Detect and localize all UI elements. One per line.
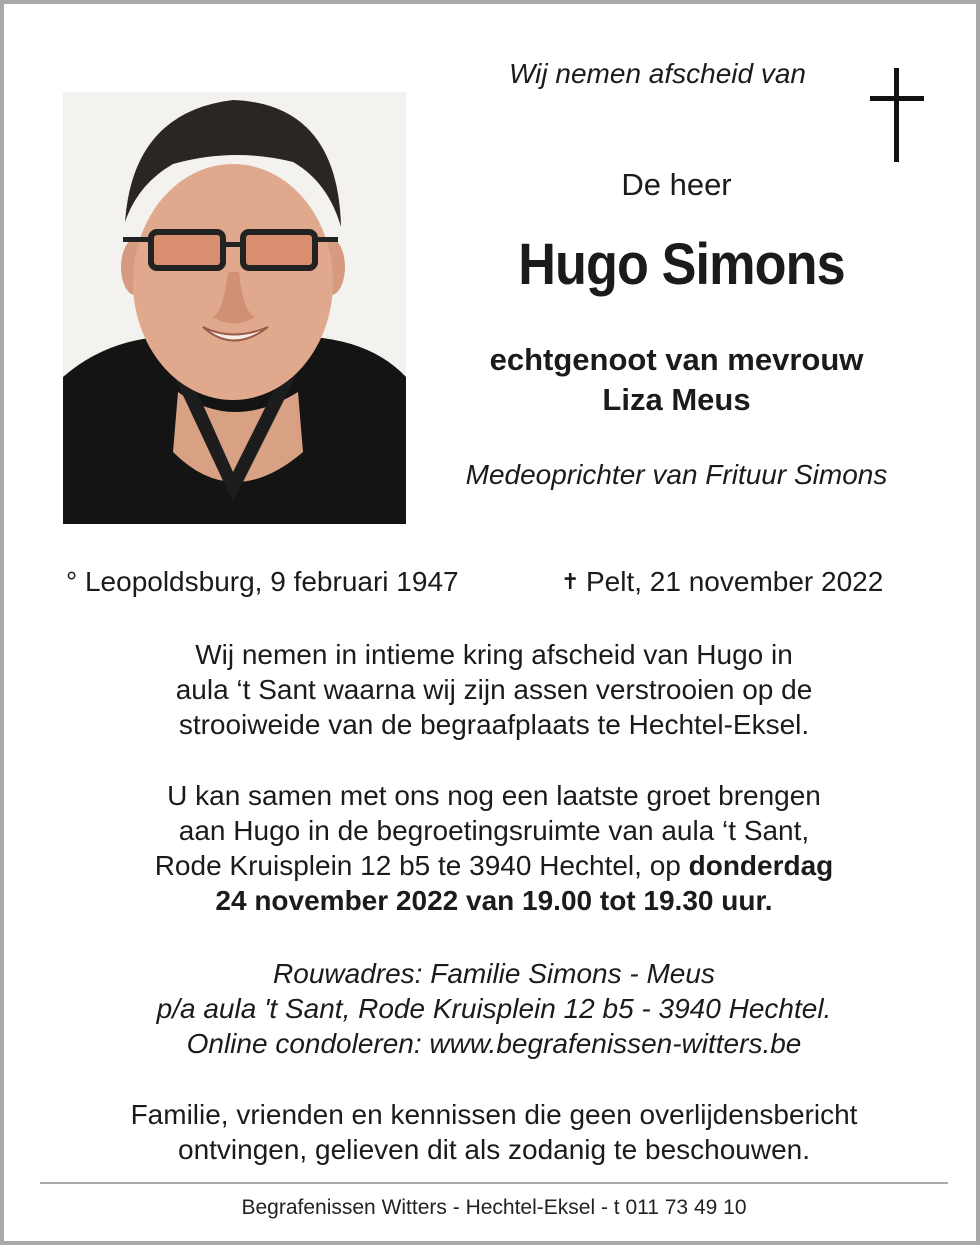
birth-date: ° Leopoldsburg, 9 februari 1947: [66, 566, 459, 597]
spouse-line-2: Liza Meus: [602, 382, 751, 417]
online-condolence: Online condoleren: www.begrafenissen-witters.be: [186, 1028, 802, 1059]
mourning-address-detail: p/a aula 't Sant, Rode Kruisplein 12 b5 - 3940 Hechtel.: [156, 993, 832, 1024]
spouse-line-1: echtgenoot van mevrouw: [489, 342, 864, 377]
ceremony-paragraph: [4, 637, 980, 742]
visitation-line: aan Hugo in de begroetingsruimte van aula ‘t Sant,: [178, 815, 810, 846]
ceremony-line: strooiweide van de begraafplaats te Hechtel-Eksel.: [178, 709, 810, 740]
death-cross-icon: ✝: [561, 569, 580, 594]
address-block: [4, 956, 980, 1061]
closing-line: Familie, vrienden en kennissen die geen overlijdensbericht: [130, 1099, 858, 1130]
ceremony-line: aula ‘t Sant waarna wij zijn assen verstrooien op de: [175, 674, 813, 705]
visitation-day: donderdag: [688, 850, 834, 881]
portrait-photo: [63, 92, 406, 524]
role-text: Medeoprichter van Frituur Simons: [465, 459, 888, 490]
deceased-name: Hugo Simons: [518, 232, 845, 297]
closing-paragraph: [4, 1097, 980, 1167]
closing-line: ontvingen, gelieven dit als zodanig te beschouwen.: [178, 1134, 810, 1165]
footer-divider: [40, 1182, 948, 1184]
visitation-time: 24 november 2022 van 19.00 tot 19.30 uur.: [215, 885, 773, 916]
visitation-address: Rode Kruisplein 12 b5 te 3940 Hechtel, op: [154, 850, 689, 881]
ceremony-line: Wij nemen in intieme kring afscheid van Hugo in: [195, 639, 793, 670]
visitation-paragraph: [4, 778, 980, 918]
visitation-line: [4, 848, 980, 883]
footer-text: Begrafenissen Witters - Hechtel-Eksel - t 011 73 49 10: [241, 1196, 747, 1219]
portrait-illustration: [63, 92, 406, 524]
death-date: Pelt, 21 november 2022: [586, 566, 884, 597]
mourning-address: Rouwadres: Familie Simons - Meus: [273, 958, 715, 989]
visitation-line: U kan samen met ons nog een laatste groet brengen: [167, 780, 821, 811]
intro-text: Wij nemen afscheid van: [509, 58, 807, 89]
salutation: De heer: [621, 167, 732, 202]
latin-cross-icon: [870, 68, 924, 162]
